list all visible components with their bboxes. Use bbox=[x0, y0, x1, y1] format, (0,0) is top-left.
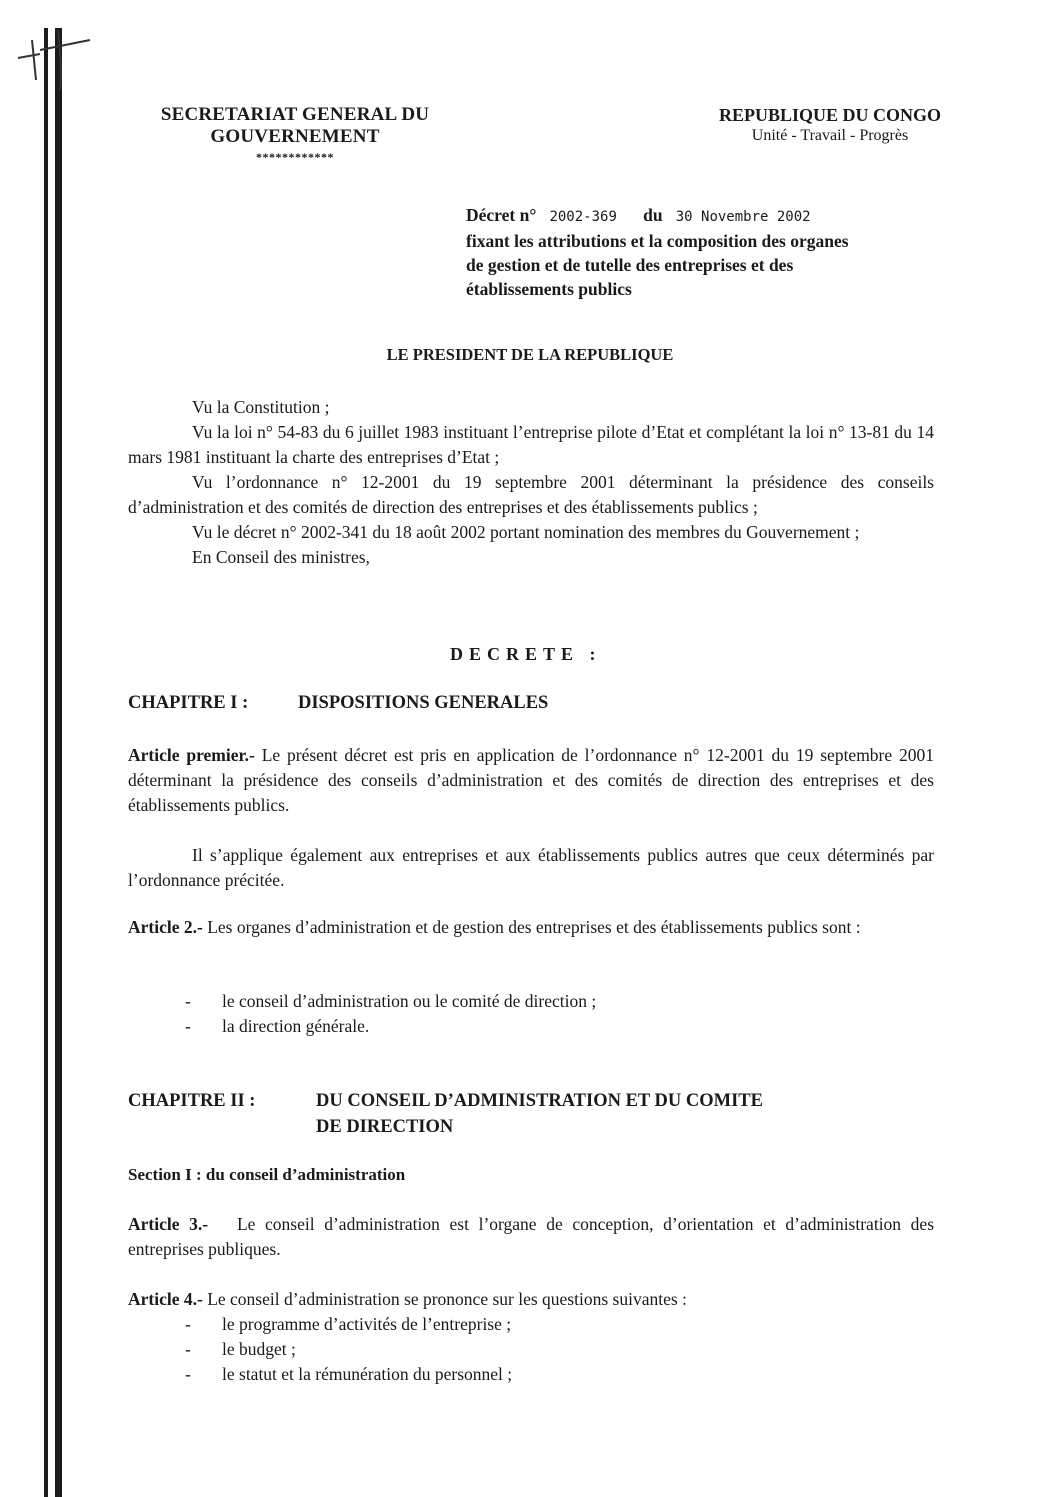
decree-title-line1: fixant les attributions et la composition des organes bbox=[466, 231, 849, 251]
handwritten-mark bbox=[10, 10, 100, 100]
article-2-label: Article 2.- bbox=[128, 917, 203, 937]
decrete-heading: DECRETE : bbox=[450, 644, 602, 664]
article-1-label: Article premier.- bbox=[128, 745, 255, 765]
section-1-heading: Section I : du conseil d’administration bbox=[128, 1165, 406, 1184]
list-item: - la direction générale. bbox=[185, 1016, 370, 1036]
article-1-text: Le présent décret est pris en application de l’ordonnance n° 12-2001 du 19 septembre 2001 déterminant la présidence des conseils d’administration et des comités de direction des entreprises et des établissements publics. bbox=[128, 745, 934, 815]
binder-line bbox=[55, 28, 62, 1497]
decree-label: Décret n° bbox=[466, 205, 537, 225]
chapter-2-title-2: DE DIRECTION bbox=[316, 1117, 454, 1137]
decree-date: 30 Novembre 2002 bbox=[675, 209, 811, 225]
chapter-1-number: CHAPITRE I : bbox=[128, 693, 249, 713]
article-3-label: Article 3.- bbox=[128, 1214, 209, 1234]
header-left-line2: GOUVERNEMENT bbox=[210, 126, 380, 147]
article-2-text: Les organes d’administration et de gestion des entreprises et des établissements publics sont : bbox=[207, 917, 861, 937]
decree-title-line2: de gestion et de tutelle des entreprises et des bbox=[466, 255, 794, 275]
list-item: - le statut et la rémunération du personnel ; bbox=[185, 1364, 513, 1384]
decree-title-block bbox=[466, 203, 849, 301]
preamble-line: Vu la Constitution ; bbox=[192, 397, 330, 417]
article-4-text: Le conseil d’administration se prononce sur les questions suivantes : bbox=[207, 1289, 687, 1309]
list-item: - le budget ; bbox=[185, 1339, 296, 1359]
header-left bbox=[125, 104, 465, 164]
article-2 bbox=[128, 915, 934, 940]
article-2-list bbox=[185, 989, 596, 1039]
chapter-1-title: DISPOSITIONS GENERALES bbox=[298, 693, 549, 713]
binder-line bbox=[44, 28, 48, 1497]
article-4-list bbox=[185, 1312, 512, 1387]
article-1-paragraph-2 bbox=[128, 843, 934, 893]
preamble-line: Vu l’ordonnance n° 12-2001 du 19 septembre 2001 déterminant la présidence des conseils d’administration et des comités de direction des entreprises et des établissements publics ; bbox=[128, 472, 934, 517]
preamble-line: En Conseil des ministres, bbox=[192, 547, 370, 567]
chapter-2-heading bbox=[128, 1088, 763, 1140]
chapter-2-number: CHAPITRE II : bbox=[128, 1091, 256, 1111]
list-item: - le conseil d’administration ou le comité de direction ; bbox=[185, 991, 597, 1011]
preamble-line: Vu le décret n° 2002-341 du 18 août 2002 portant nomination des membres du Gouvernement ; bbox=[192, 522, 860, 542]
preamble-line: Vu la loi n° 54-83 du 6 juillet 1983 instituant l’entreprise pilote d’Etat et complétant la loi n° 13-81 du 14 mars 1981 instituant la charte des entreprises d’Etat ; bbox=[128, 422, 934, 467]
decree-title-line3: établissements publics bbox=[466, 279, 632, 299]
article-1-text-2: Il s’applique également aux entreprises et aux établissements publics autres que ceux déterminés par l’ordonnance précitée. bbox=[128, 845, 934, 890]
decree-number: 2002-369 bbox=[549, 209, 617, 225]
preamble bbox=[128, 395, 934, 570]
article-3 bbox=[128, 1212, 934, 1262]
president-heading: LE PRESIDENT DE LA REPUBLIQUE bbox=[386, 345, 674, 364]
article-1 bbox=[128, 743, 934, 818]
header-republic: REPUBLIQUE DU CONGO bbox=[718, 105, 942, 125]
header-stars: ************ bbox=[256, 150, 334, 164]
article-3-text: Le conseil d’administration est l’organe de conception, d’orientation et d’administration des entreprises publiques. bbox=[128, 1214, 935, 1259]
article-4 bbox=[128, 1287, 934, 1312]
header-right bbox=[690, 104, 970, 146]
chapter-1-heading bbox=[128, 690, 548, 716]
chapter-2-title-1: DU CONSEIL D’ADMINISTRATION ET DU COMITE bbox=[316, 1091, 763, 1111]
article-4-label: Article 4.- bbox=[128, 1289, 203, 1309]
header-motto: Unité - Travail - Progrès bbox=[751, 127, 909, 144]
list-item: - le programme d’activités de l’entreprise ; bbox=[185, 1314, 512, 1334]
header-left-line1: SECRETARIAT GENERAL DU bbox=[160, 104, 430, 125]
decree-du: du bbox=[643, 205, 663, 225]
